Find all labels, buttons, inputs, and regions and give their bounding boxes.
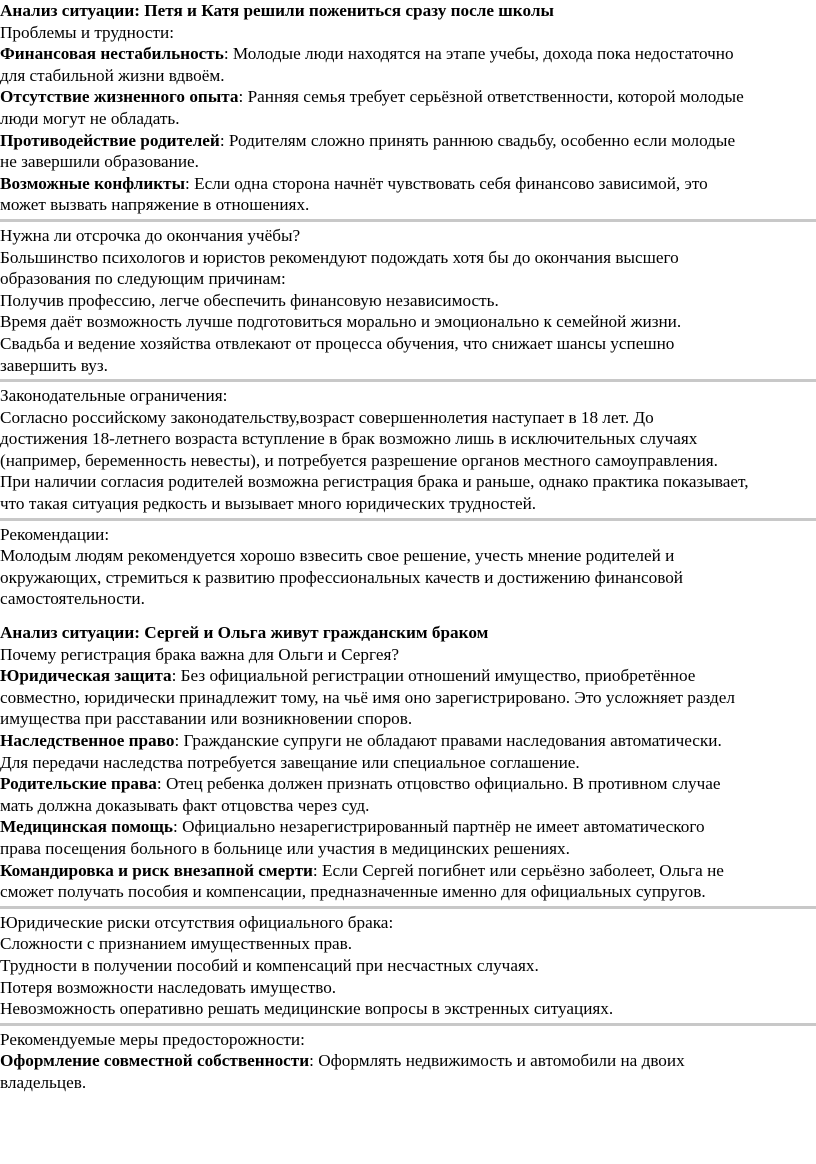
section-legal-limits [0, 385, 816, 515]
item-continuation: мать должна доказывать факт отцовства через суд. [0, 795, 370, 815]
list-item [0, 860, 816, 882]
paragraph-line: что такая ситуация редкость и вызывает много юридических трудностей. [0, 494, 537, 514]
paragraph-line: (например, беременность невесты), и потребуется разрешение органов местного самоуправления. [0, 450, 718, 470]
paragraph-line: Невозможность оперативно решать медицинские вопросы в экстренных ситуациях. [0, 999, 614, 1019]
section-sergey-olga [0, 622, 816, 903]
section-subtitle: Проблемы и трудности: [0, 22, 175, 42]
section-postpone [0, 225, 816, 376]
item-text: : Гражданские супруги не обладают правами наследования автоматически. [174, 731, 722, 750]
item-continuation: сможет получать пособия и компенсации, предназначенные именно для официальных супругов. [0, 882, 706, 902]
item-text: : Ранняя семья требует серьёзной ответственности, которой молодые [238, 87, 744, 107]
spacer [0, 610, 816, 622]
paragraph-line: Согласно российскому законодательству,возраст совершеннолетия наступает в 18 лет. До [0, 407, 654, 427]
item-continuation: для стабильной жизни вдвоём. [0, 65, 225, 85]
paragraph-line: При наличии согласия родителей возможна регистрация брака и раньше, однако практика показывает, [0, 472, 749, 492]
paragraph-line: достижения 18-летнего возраста вступление в брак возможно лишь в исключительных случаях [0, 429, 698, 449]
item-term: Юридическая защита [0, 666, 172, 686]
item-continuation: может вызвать напряжение в отношениях. [0, 195, 310, 215]
section-legal-risks [0, 912, 816, 1020]
item-text: : Молодые люди находятся на этапе учебы, дохода пока недостаточно [223, 44, 734, 64]
item-term: Возможные конфликты [0, 173, 186, 193]
paragraph-line: Большинство психологов и юристов рекомендуют подождать хотя бы до окончания высшего [0, 247, 679, 267]
divider [0, 1023, 816, 1026]
divider [0, 219, 816, 222]
list-item [0, 730, 816, 752]
paragraph-line: Молодым людям рекомендуется хорошо взвесить свое решение, учесть мнение родителей и [0, 546, 675, 566]
section-peter-katya [0, 0, 816, 216]
list-item [0, 43, 816, 65]
paragraph-line: Юридические риски отсутствия официального брака: [0, 912, 394, 932]
item-text: : Если Сергей погибнет или серьёзно заболеет, Ольга не [312, 860, 724, 880]
item-text: : Оформлять недвижимость и автомобили на двоих [309, 1051, 685, 1071]
section-subtitle: Рекомендуемые меры предосторожности: [0, 1029, 305, 1049]
item-continuation: не завершили образование. [0, 152, 199, 172]
section-recommendations [0, 524, 816, 610]
list-item [0, 173, 816, 195]
section-precautions [0, 1029, 816, 1094]
paragraph-line: Свадьба и ведение хозяйства отвлекают от процесса обучения, что снижает шансы успешно [0, 333, 675, 353]
paragraph-line: образования по следующим причинам: [0, 269, 286, 289]
paragraph-line: Потеря возможности наследовать имущество. [0, 977, 337, 997]
item-continuation: имущества при расставании или возникновении споров. [0, 709, 413, 729]
paragraph-line: Рекомендации: [0, 524, 110, 544]
list-item [0, 816, 816, 838]
section-subtitle: Почему регистрация брака важна для Ольги и Сергея? [0, 644, 400, 664]
item-text: : Родителям сложно принять раннюю свадьбу, особенно если молодые [219, 130, 736, 150]
item-text: : Отец ребенка должен признать отцовство официально. В противном случае [156, 774, 721, 794]
list-item [0, 86, 816, 108]
item-term: Оформление совместной собственности [0, 1051, 310, 1071]
section-title: Анализ ситуации: Петя и Катя решили пожениться сразу после школы [0, 1, 554, 20]
item-continuation: Для передачи наследства потребуется завещание или специальное соглашение. [0, 752, 580, 772]
item-continuation: владельцев. [0, 1072, 87, 1092]
paragraph-line: самостоятельности. [0, 589, 145, 609]
divider [0, 906, 816, 909]
paragraph-line: окружающих, стремиться к развитию профессиональных качеств и достижению финансовой [0, 567, 684, 587]
item-text: : Без официальной регистрации отношений имущество, приобретённое [171, 666, 696, 686]
paragraph-line: Трудности в получении пособий и компенсаций при несчастных случаях. [0, 955, 539, 975]
paragraph-line: Законодательные ограничения: [0, 386, 228, 406]
item-continuation: совместно, юридически принадлежит тому, на чьё имя оно зарегистрировано. Это усложняет раздел [0, 687, 735, 707]
paragraph-line: Нужна ли отсрочка до окончания учёбы? [0, 225, 301, 245]
divider [0, 379, 816, 382]
paragraph-line: Сложности с признанием имущественных прав. [0, 934, 353, 954]
item-term: Медицинская помощь [0, 817, 174, 837]
item-term: Наследственное право [0, 731, 175, 750]
item-continuation: права посещения больного в больнице или участия в медицинских решениях. [0, 838, 570, 858]
list-item [0, 130, 816, 152]
paragraph-line: Получив профессию, легче обеспечить финансовую независимость. [0, 290, 499, 310]
item-term: Противодействие родителей [0, 130, 220, 150]
divider [0, 518, 816, 521]
list-item [0, 1050, 816, 1072]
item-term: Отсутствие жизненного опыта [0, 87, 239, 107]
section-title: Анализ ситуации: Сергей и Ольга живут гражданским браком [0, 623, 489, 643]
item-continuation: люди могут не обладать. [0, 108, 180, 128]
paragraph-line: завершить вуз. [0, 355, 108, 375]
item-text: : Если одна сторона начнёт чувствовать себя финансово зависимой, это [185, 173, 708, 193]
list-item [0, 665, 816, 687]
item-term: Родительские права [0, 774, 157, 794]
item-text: : Официально незарегистрированный партнёр не имеет автоматического [173, 817, 705, 837]
list-item [0, 773, 816, 795]
item-term: Командировка и риск внезапной смерти [0, 860, 313, 880]
paragraph-line: Время даёт возможность лучше подготовиться морально и эмоционально к семейной жизни. [0, 312, 682, 332]
item-term: Финансовая нестабильность [0, 44, 224, 64]
